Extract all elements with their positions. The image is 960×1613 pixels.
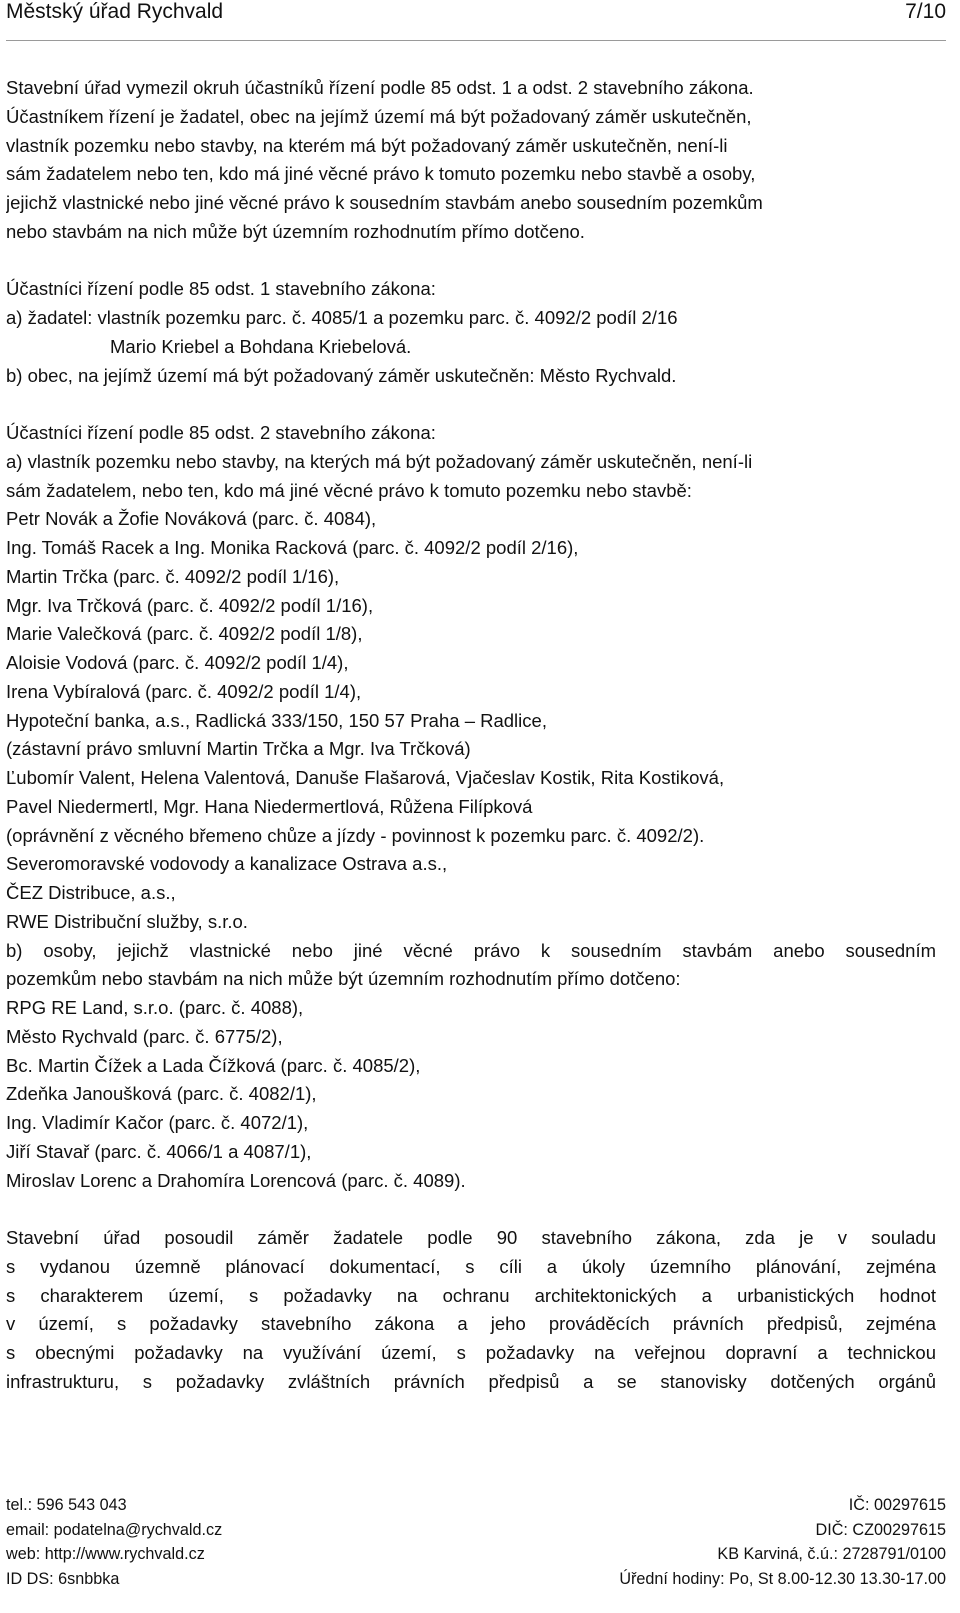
footer-email: email: podatelna@rychvald.cz	[6, 1520, 223, 1539]
list-item: (oprávnění z věcného břemeno chůze a jízdy - povinnost k pozemku parc. č. 4092/2).	[6, 824, 705, 846]
footer-bank: KB Karviná, č.ú.: 2728791/0100	[717, 1545, 946, 1563]
footer-ico: IČ: 00297615	[848, 1496, 946, 1514]
text-line: Stavební úřad posoudil záměr žadatele podle 90 stavebního zákona, zda je v souladu	[6, 1227, 936, 1248]
section-heading: Účastníci řízení podle 85 odst. 1 stavebního zákona:	[6, 278, 436, 300]
text-line: jejichž vlastnické nebo jiné věcné právo k sousedním stavbám anebo sousedním pozemkům	[6, 192, 763, 213]
list-item: Martin Trčka (parc. č. 4092/2 podíl 1/16),	[6, 565, 340, 587]
list-item: Zdeňka Janoušková (parc. č. 4082/1),	[6, 1083, 317, 1105]
text-line: sám žadatelem, nebo ten, kdo má jiné věcné právo k tomuto pozemku nebo stavbě:	[6, 479, 692, 501]
list-item: Hypoteční banka, a.s., Radlická 333/150, 150 57 Praha – Radlice,	[6, 709, 547, 731]
document-body	[6, 74, 936, 1397]
text-line: Mario Kriebel a Bohdana Kriebelová.	[110, 335, 412, 357]
footer-databox: ID DS: 6snbbka	[6, 1569, 120, 1588]
office-title: Městský úřad Rychvald	[6, 0, 224, 23]
footer-dic: DIČ: CZ00297615	[815, 1520, 946, 1539]
text-line: nebo stavbám na nich může být územním rozhodnutím přímo dotčeno.	[6, 220, 585, 242]
list-item: ČEZ Distribuce, a.s.,	[6, 882, 176, 903]
section-heading: Účastníci řízení podle 85 odst. 2 stavebního zákona:	[6, 422, 436, 443]
list-item: Mgr. Iva Trčková (parc. č. 4092/2 podíl 1/16),	[6, 594, 374, 616]
footer-office-hours: Úřední hodiny: Po, St 8.00-12.30 13.30-17.00	[619, 1569, 946, 1588]
footer-phone: tel.: 596 543 043	[6, 1496, 127, 1514]
text-line: a) vlastník pozemku nebo stavby, na kterých má být požadovaný záměr uskutečněn, není-li	[6, 450, 753, 472]
text-line: Stavební úřad vymezil okruh účastníků řízení podle 85 odst. 1 a odst. 2 stavebního zákona.	[6, 77, 754, 98]
footer-web: web: http://www.rychvald.cz	[6, 1545, 205, 1563]
text-line: sám žadatelem nebo ten, kdo má jiné věcné právo k tomuto pozemku nebo stavbě a osoby,	[6, 163, 756, 185]
list-item: Ing. Tomáš Racek a Ing. Monika Racková (parc. č. 4092/2 podíl 2/16),	[6, 537, 579, 558]
list-item: Miroslav Lorenc a Drahomíra Lorencová (parc. č. 4089).	[6, 1169, 466, 1191]
text-line: b) obec, na jejímž území má být požadovaný záměr uskutečněn: Město Rychvald.	[6, 364, 677, 386]
list-item: Aloisie Vodová (parc. č. 4092/2 podíl 1/4),	[6, 652, 349, 673]
list-item: Jiří Stavař (parc. č. 4066/1 a 4087/1),	[6, 1140, 312, 1162]
text-line: vlastník pozemku nebo stavby, na kterém má být požadovaný záměr uskutečněn, není-li	[6, 134, 728, 156]
text-line: b) osoby, jejichž vlastnické nebo jiné věcné právo k sousedním stavbám anebo sousedním	[6, 939, 936, 961]
list-item: Marie Valečková (parc. č. 4092/2 podíl 1/8),	[6, 623, 363, 645]
list-item: Ľubomír Valent, Helena Valentová, Danuše Flašarová, Vjačeslav Kostik, Rita Kostiková,	[6, 767, 725, 788]
text-line: pozemkům nebo stavbám na nich může být územním rozhodnutím přímo dotčeno:	[6, 968, 681, 990]
page-header	[6, 0, 946, 41]
page-footer	[6, 1493, 946, 1591]
text-line: infrastrukturu, s požadavky zvláštních právních předpisů a se stanovisky dotčených orgánů	[6, 1370, 936, 1392]
list-item: Petr Novák a Žofie Nováková (parc. č. 4084),	[6, 508, 377, 530]
text-line: s obecnými požadavky na využívání území, s požadavky na veřejnou dopravní a technickou	[6, 1342, 936, 1363]
text-line: Účastníkem řízení je žadatel, obec na jejímž území má být požadovaný záměr uskutečněn,	[6, 105, 752, 127]
list-item: Ing. Vladimír Kačor (parc. č. 4072/1),	[6, 1112, 309, 1133]
list-item: (zástavní právo smluvní Martin Trčka a Mgr. Iva Trčková)	[6, 738, 471, 760]
page-number: 7/10	[905, 0, 946, 23]
text-line: s vydanou územně plánovací dokumentací, s cíli a úkoly územního plánování, zejména	[6, 1255, 936, 1277]
list-item: Bc. Martin Čížek a Lada Čížková (parc. č. 4085/2),	[6, 1054, 421, 1076]
list-item: RWE Distribuční služby, s.r.o.	[6, 910, 248, 932]
list-item: Irena Vybíralová (parc. č. 4092/2 podíl 1/4),	[6, 680, 362, 702]
text-line: v území, s požadavky stavebního zákona a jeho prováděcích právních předpisů, zejména	[6, 1313, 936, 1335]
list-item: Město Rychvald (parc. č. 6775/2),	[6, 1025, 283, 1047]
list-item: RPG RE Land, s.r.o. (parc. č. 4088),	[6, 997, 304, 1018]
list-item: Severomoravské vodovody a kanalizace Ostrava a.s.,	[6, 853, 448, 875]
list-item: Pavel Niedermertl, Mgr. Hana Niedermertlová, Růžena Filípková	[6, 795, 533, 817]
text-line: a) žadatel: vlastník pozemku parc. č. 4085/1 a pozemku parc. č. 4092/2 podíl 2/16	[6, 307, 678, 328]
text-line: s charakterem území, s požadavky na ochranu architektonických a urbanistických hodnot	[6, 1284, 936, 1306]
